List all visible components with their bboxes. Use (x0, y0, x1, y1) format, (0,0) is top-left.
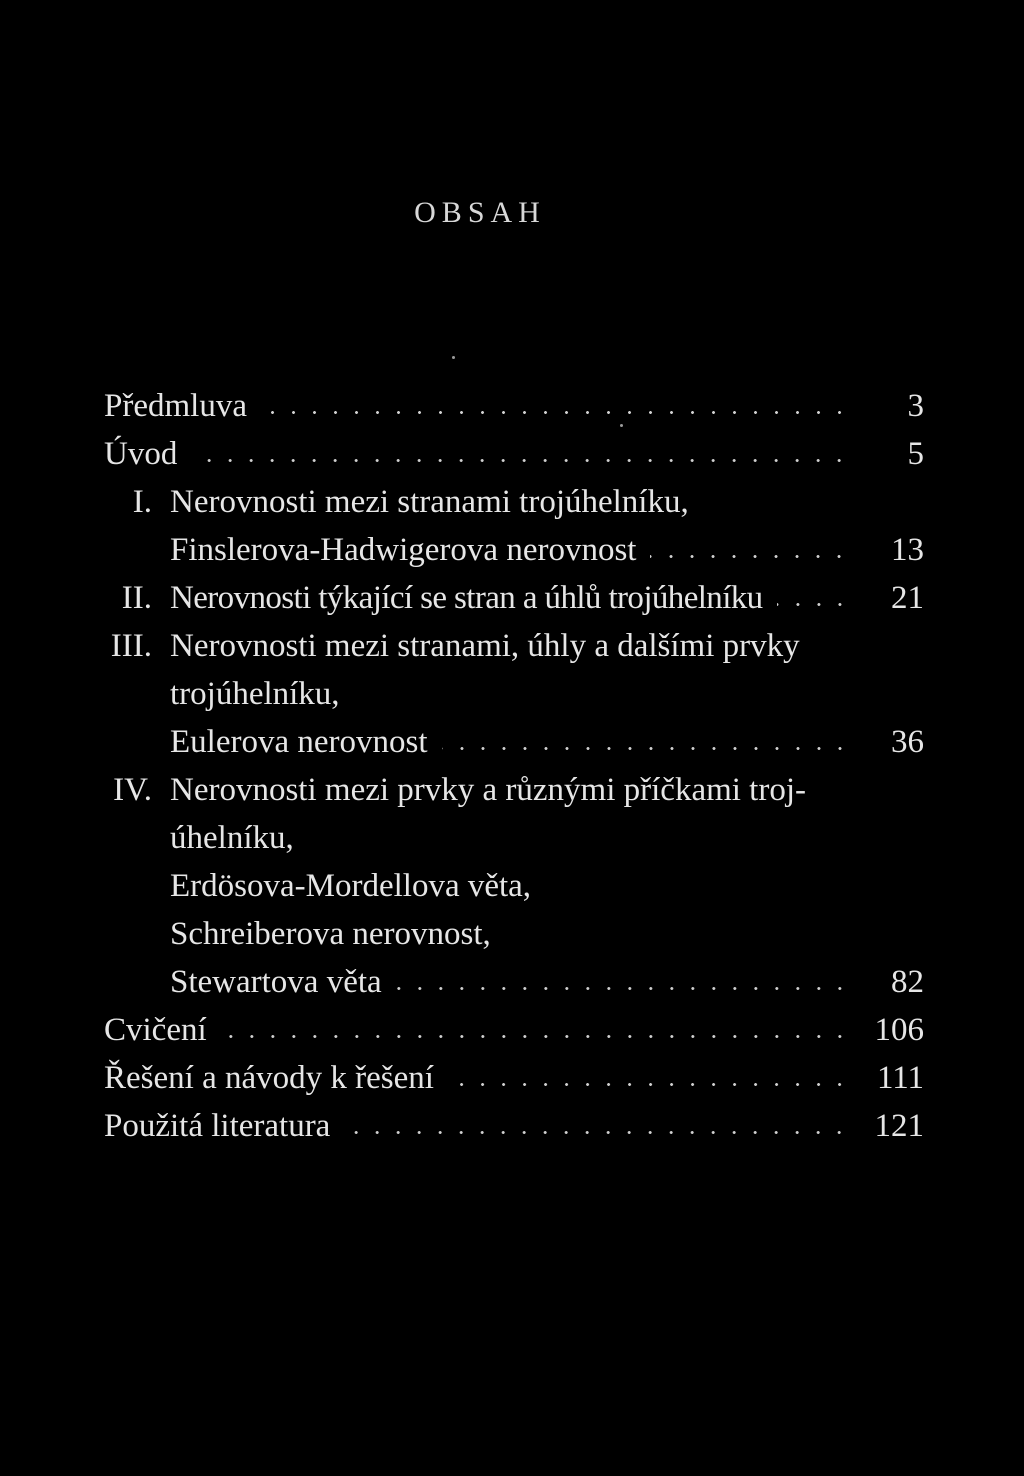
toc-entry-predmluva[interactable] (104, 384, 924, 428)
toc-entry-page: 121 (874, 1108, 924, 1144)
print-speck (452, 356, 455, 359)
dot-leader (261, 384, 850, 428)
toc-entry-line: Schreiberova nerovnost, (170, 916, 491, 952)
toc-entry-line: úhelníku, (170, 820, 294, 856)
toc-entry-page: 106 (874, 1012, 924, 1048)
dot-leader (650, 528, 850, 572)
dot-leader (396, 960, 850, 1004)
toc-entry-label: Použitá literatura (104, 1108, 331, 1144)
toc-entry-label: Finslerova-Hadwigerova nerovnost (170, 532, 637, 568)
dot-leader (344, 1104, 850, 1148)
dot-leader (448, 1056, 850, 1100)
toc-entry-label: Stewartova věta (170, 964, 382, 1000)
toc-entry-page: 36 (891, 724, 924, 760)
toc-entry-line: Erdösova-Mordellova věta, (170, 868, 532, 904)
toc-entry-cviceni[interactable] (104, 1008, 924, 1052)
toc-chapter-number: III. (110, 628, 152, 664)
toc-chapter-number: IV. (113, 772, 152, 808)
toc-entry-line: Nerovnosti mezi stranami trojúhelníku, (170, 484, 689, 520)
toc-entry-chapter-2[interactable] (170, 576, 924, 620)
dot-leader (221, 1008, 850, 1052)
toc-entry-chapter-1[interactable] (170, 528, 924, 572)
toc-entry-reseni[interactable] (104, 1056, 924, 1100)
dot-leader (191, 432, 850, 476)
toc-entry-label: Předmluva (104, 388, 247, 424)
toc-entry-label: Řešení a návody k řešení (104, 1060, 434, 1096)
toc-entry-label: Úvod (104, 436, 178, 472)
dot-leader (442, 720, 850, 764)
toc-entry-line: Nerovnosti mezi stranami, úhly a dalšími prvky (170, 628, 800, 664)
toc-entry-label: Eulerova nerovnost (170, 724, 428, 760)
toc-chapter-number: II. (121, 580, 152, 616)
page-title: OBSAH (414, 196, 546, 229)
toc-chapter-number: I. (132, 484, 152, 520)
toc-entry-literatura[interactable] (104, 1104, 924, 1148)
toc-entry-label: Nerovnosti týkající se stran a úhlů trojúhelníku (170, 580, 763, 616)
toc-entry-page: 3 (907, 388, 924, 424)
toc-entry-page: 5 (907, 436, 924, 472)
toc-entry-chapter-3[interactable] (170, 720, 924, 764)
dot-leader (777, 576, 850, 620)
toc-entry-page: 21 (891, 580, 924, 616)
toc-entry-page: 111 (876, 1060, 924, 1096)
toc-entry-line: trojúhelníku, (170, 676, 340, 712)
toc-entry-label: Cvičení (104, 1012, 207, 1048)
toc-entry-uvod[interactable] (104, 432, 924, 476)
toc-entry-line: Nerovnosti mezi prvky a různými příčkami troj- (170, 772, 806, 808)
toc-entry-page: 13 (891, 532, 924, 568)
toc-entry-chapter-4[interactable] (170, 960, 924, 1004)
toc-entry-page: 82 (891, 964, 924, 1000)
